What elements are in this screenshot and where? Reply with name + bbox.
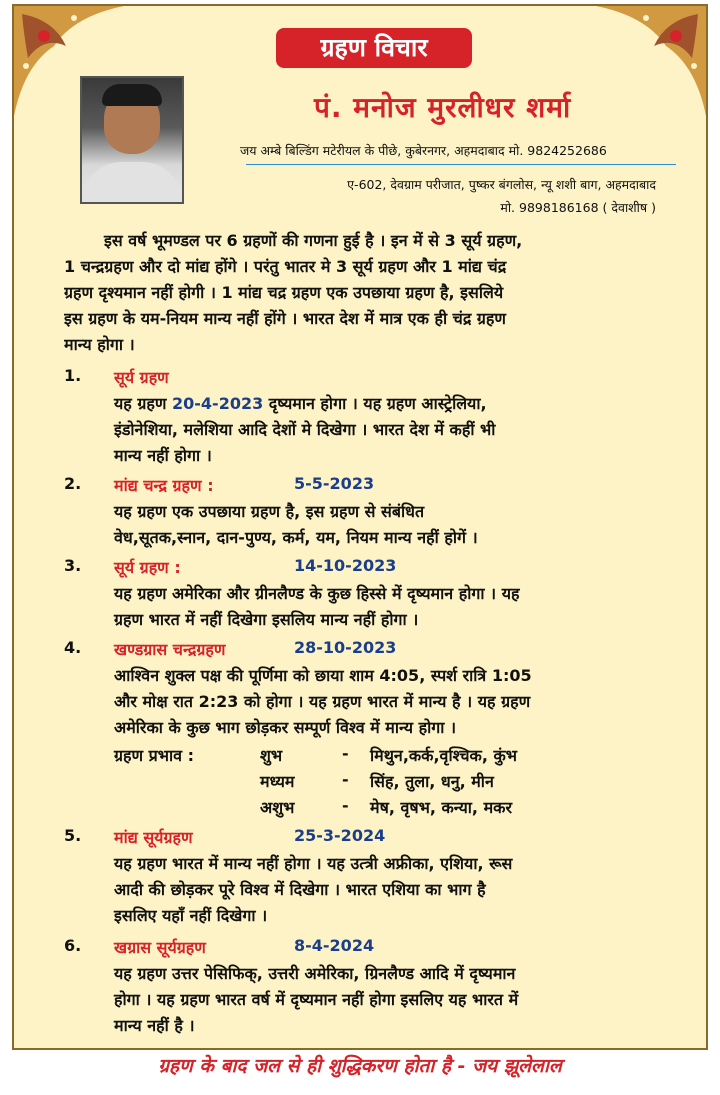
author-address-1: जय अम्बे बिल्डिंग मटेरीयल के पीछे, कुबेरनगर, अहमदाबाद मो. 9824252686 xyxy=(240,143,607,158)
page-title: ग्रहण विचार xyxy=(276,28,472,68)
effect-dash: - xyxy=(342,770,349,789)
intro-paragraph xyxy=(64,228,684,358)
item-line: ग्रहण भारत में नहीं दिखेगा इसलिय मान्य नहीं होगा । xyxy=(114,610,419,629)
effect-dash: - xyxy=(342,796,349,815)
item-number: 3. xyxy=(64,556,82,575)
item-line: यह ग्रहण भारत में मान्य नहीं होगा । यह उत्त्री अफ्रीका, एशिया, रूस xyxy=(114,854,513,873)
item-number: 4. xyxy=(64,638,82,657)
item-heading: खग्रास सूर्यग्रहण xyxy=(114,938,206,957)
effect-signs: सिंह, तुला, धनु, मीन xyxy=(370,772,494,791)
effect-type: अशुभ xyxy=(260,798,295,817)
item-heading: खण्डग्रास चन्द्रग्रहण xyxy=(114,640,226,659)
item-number: 5. xyxy=(64,826,82,845)
item-date: 14-10-2023 xyxy=(294,556,397,575)
author-photo xyxy=(80,76,184,204)
item-line: आश्विन शुक्ल पक्ष की पूर्णिमा को छाया शाम 4:05, स्पर्श रात्रि 1:05 xyxy=(114,666,532,685)
item-line: यह ग्रहण उत्तर पेसिफिक्, उत्तरी अमेरिका, ग्रिनलैण्ड आदि में दृष्यमान xyxy=(114,964,516,983)
effect-type: शुभ xyxy=(260,746,283,765)
poster-frame xyxy=(12,4,708,1050)
divider xyxy=(246,164,676,165)
item-heading: सूर्य ग्रहण : xyxy=(114,558,181,577)
item-line: यह ग्रहण अमेरिका और ग्रीनलैण्ड के कुछ हिस्से में दृष्यमान होगा । यह xyxy=(114,584,520,603)
item-date: 5-5-2023 xyxy=(294,474,375,493)
item-line: अमेरिका के कुछ भाग छोड़कर सम्पूर्ण विश्व में मान्य होगा । xyxy=(114,718,457,737)
item-date: 8-4-2024 xyxy=(294,936,375,955)
corner-ornament-right xyxy=(596,6,706,116)
item-heading: मांद्य सूर्यग्रहण xyxy=(114,828,193,847)
item-date: 28-10-2023 xyxy=(294,638,397,657)
intro-line: इस ग्रहण के यम-नियम मान्य नहीं होंगे । भारत देश में मात्र एक ही चंद्र ग्रहण xyxy=(64,309,506,328)
item-number: 6. xyxy=(64,936,82,955)
item-line: वेध,सूतक,स्नान, दान-पुण्य, कर्म, यम, नियम मान्य नहीं होगें । xyxy=(114,528,478,547)
item-line: यह ग्रहण 20-4-2023 दृष्यमान होगा । यह ग्रहण आस्ट्रेलिया, xyxy=(114,394,487,413)
item-line: और मोक्ष रात 2:23 को होगा । यह ग्रहण भारत में मान्य है । यह ग्रहण xyxy=(114,692,531,711)
author-name: पं. मनोज मुरलीधर शर्मा xyxy=(314,91,572,124)
item-line: मान्य नहीं है । xyxy=(114,1016,195,1035)
intro-line: मान्य होगा । xyxy=(64,335,135,354)
intro-line: इस वर्ष भूमण्डल पर 6 ग्रहणों की गणना हुई है । इन में से 3 सूर्य ग्रहण, xyxy=(104,231,523,250)
effect-type: मध्यम xyxy=(260,772,295,791)
item-date: 25-3-2024 xyxy=(294,826,386,845)
item-heading: मांद्य चन्द्र ग्रहण : xyxy=(114,476,214,495)
item-line: यह ग्रहण एक उपछाया ग्रहण है, इस ग्रहण से संबंधित xyxy=(114,502,425,521)
item-date: 20-4-2023 xyxy=(172,394,264,413)
author-phone: मो. 9898186168 ( देवाशीष ) xyxy=(500,200,656,215)
item-line: मान्य नहीं होगा । xyxy=(114,446,212,465)
intro-line: ग्रहण दृश्यमान नहीं होगी । 1 मांद्य चद्र ग्रहण एक उपछाया ग्रहण है, इसलिये xyxy=(64,283,504,302)
effect-dash: - xyxy=(342,744,349,763)
effects-label: ग्रहण प्रभाव : xyxy=(114,746,195,765)
effect-signs: मेष, वृषभ, कन्या, मकर xyxy=(370,798,512,817)
item-line: इंडोनेशिया, मलेशिया आदि देशों मे दिखेगा । भारत देश में कहीं भी xyxy=(114,420,496,439)
item-line: आदी की छोड़कर पूरे विश्व में दिखेगा । भारत एशिया का भाग है xyxy=(114,880,486,899)
item-heading: सूर्य ग्रहण xyxy=(114,368,169,387)
item-number: 2. xyxy=(64,474,82,493)
intro-line: 1 चन्द्रग्रहण और दो मांद्य होंगे । परंतु भातर मे 3 सूर्य ग्रहण और 1 मांद्य चंद्र xyxy=(64,257,507,276)
item-number: 1. xyxy=(64,366,82,385)
item-line: होगा । यह ग्रहण भारत वर्ष में दृष्यमान नहीं होगा इसलिए यह भारत में xyxy=(114,990,519,1009)
effect-signs: मिथुन,कर्क,वृश्चिक, कुंभ xyxy=(370,746,518,765)
item-line: इसलिए यहाँ नहीं दिखेगा । xyxy=(114,906,268,925)
author-address-2: ए-602, देवग्राम परीजात, पुष्कर बंगलोस, न्यू शशी बाग, अहमदाबाद xyxy=(347,177,656,192)
footer-slogan: ग्रहण के बाद जल से ही शुद्धिकरण होता है - जय झूलेलाल xyxy=(158,1055,562,1077)
